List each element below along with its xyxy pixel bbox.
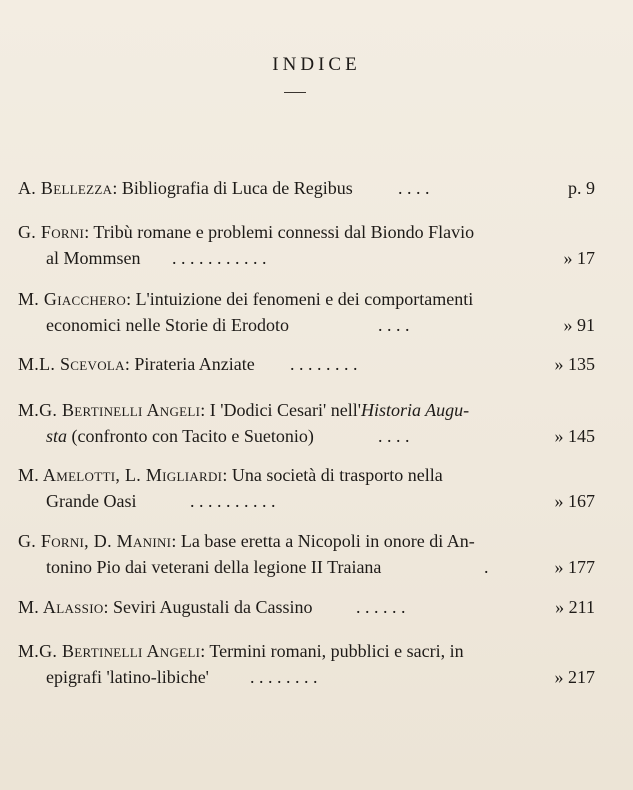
toc-page: » 177	[554, 557, 595, 577]
toc-author: M. Amelotti, L. Migliardi	[18, 465, 223, 485]
toc-title-cont: economici nelle Storie di Erodoto	[46, 315, 289, 335]
toc-entry	[0, 175, 633, 201]
toc-entry	[0, 638, 633, 690]
toc-line	[0, 488, 633, 514]
toc-leaders: . . . . . . . . . . .	[172, 248, 267, 268]
toc-entry	[0, 528, 633, 580]
toc-line	[0, 219, 633, 245]
toc-line	[0, 351, 633, 377]
toc-line	[0, 664, 633, 690]
toc-title: : Pirateria Anziate	[124, 354, 255, 374]
toc-line	[0, 397, 633, 423]
toc-entry	[0, 462, 633, 514]
toc-leaders: . . . . . . . .	[250, 667, 318, 687]
toc-author: G. Forni, D. Manini	[18, 531, 172, 551]
toc-author: A. Bellezza	[18, 178, 113, 198]
toc-title: : Termini romani, pubblici e sacri, in	[200, 641, 464, 661]
toc-title: : I 'Dodici Cesari' nell'	[200, 400, 361, 420]
toc-title: : Tribù romane e problemi connessi dal Biondo Flavio	[84, 222, 475, 242]
toc-title: : L'intuizione dei fenomeni e dei comportamenti	[126, 289, 474, 309]
toc-title: : Una società di trasporto nella	[222, 465, 443, 485]
toc-page: » 145	[554, 426, 595, 446]
toc-line	[0, 286, 633, 312]
toc-line	[0, 462, 633, 488]
toc-leaders: . . . . . . . .	[290, 354, 358, 374]
toc-line	[0, 312, 633, 338]
toc-page: » 17	[563, 248, 595, 268]
toc-entry	[0, 397, 633, 449]
toc-line	[0, 423, 633, 449]
toc-page: » 211	[555, 597, 595, 617]
toc-line	[0, 175, 633, 201]
toc-leaders: . . . .	[378, 426, 410, 446]
toc-entry	[0, 286, 633, 338]
toc-title-cont: tonino Pio dai veterani della legione II Traiana	[46, 557, 382, 577]
toc-author: M.G. Bertinelli Angeli	[18, 400, 201, 420]
toc-title: : Seviri Augustali da Cassino	[103, 597, 313, 617]
toc-author: M. Giacchero	[18, 289, 127, 309]
toc-page: » 91	[563, 315, 595, 335]
toc-line	[0, 638, 633, 664]
toc-page: » 167	[554, 491, 595, 511]
toc-leaders: . . . .	[378, 315, 410, 335]
toc-author: M. Alassio	[18, 597, 104, 617]
toc-entry	[0, 219, 633, 271]
toc-entry	[0, 594, 633, 620]
title-rule	[284, 92, 306, 93]
toc-line	[0, 528, 633, 554]
toc-line	[0, 554, 633, 580]
toc-page: » 135	[554, 354, 595, 374]
toc-author: M.L. Scevola	[18, 354, 125, 374]
page-title: INDICE	[272, 54, 361, 75]
toc-title-cont: (confronto con Tacito e Suetonio)	[67, 426, 314, 446]
toc-leaders: . . . . . . . . . .	[190, 491, 276, 511]
toc-leaders: . . . .	[398, 178, 430, 198]
toc-leaders: . . . . . .	[356, 597, 406, 617]
toc-leaders: .	[484, 557, 489, 577]
toc-title: : La base eretta a Nicopoli in onore di An-	[171, 531, 475, 551]
toc-title-cont: al Mommsen	[46, 248, 141, 268]
toc-line	[0, 594, 633, 620]
toc-title: : Bibliografia di Luca de Regibus	[112, 178, 353, 198]
toc-page: » 217	[554, 667, 595, 687]
toc-author: G. Forni	[18, 222, 85, 242]
toc-page: p. 9	[568, 178, 595, 198]
toc-title-cont: epigrafi 'latino-libiche'	[46, 667, 209, 687]
toc-title-cont: Grande Oasi	[46, 491, 137, 511]
toc-entry	[0, 351, 633, 377]
toc-line	[0, 245, 633, 271]
toc-title-italic: Historia Augu-	[360, 400, 470, 420]
toc-author: M.G. Bertinelli Angeli	[18, 641, 201, 661]
toc-title-italic: sta	[46, 426, 68, 446]
